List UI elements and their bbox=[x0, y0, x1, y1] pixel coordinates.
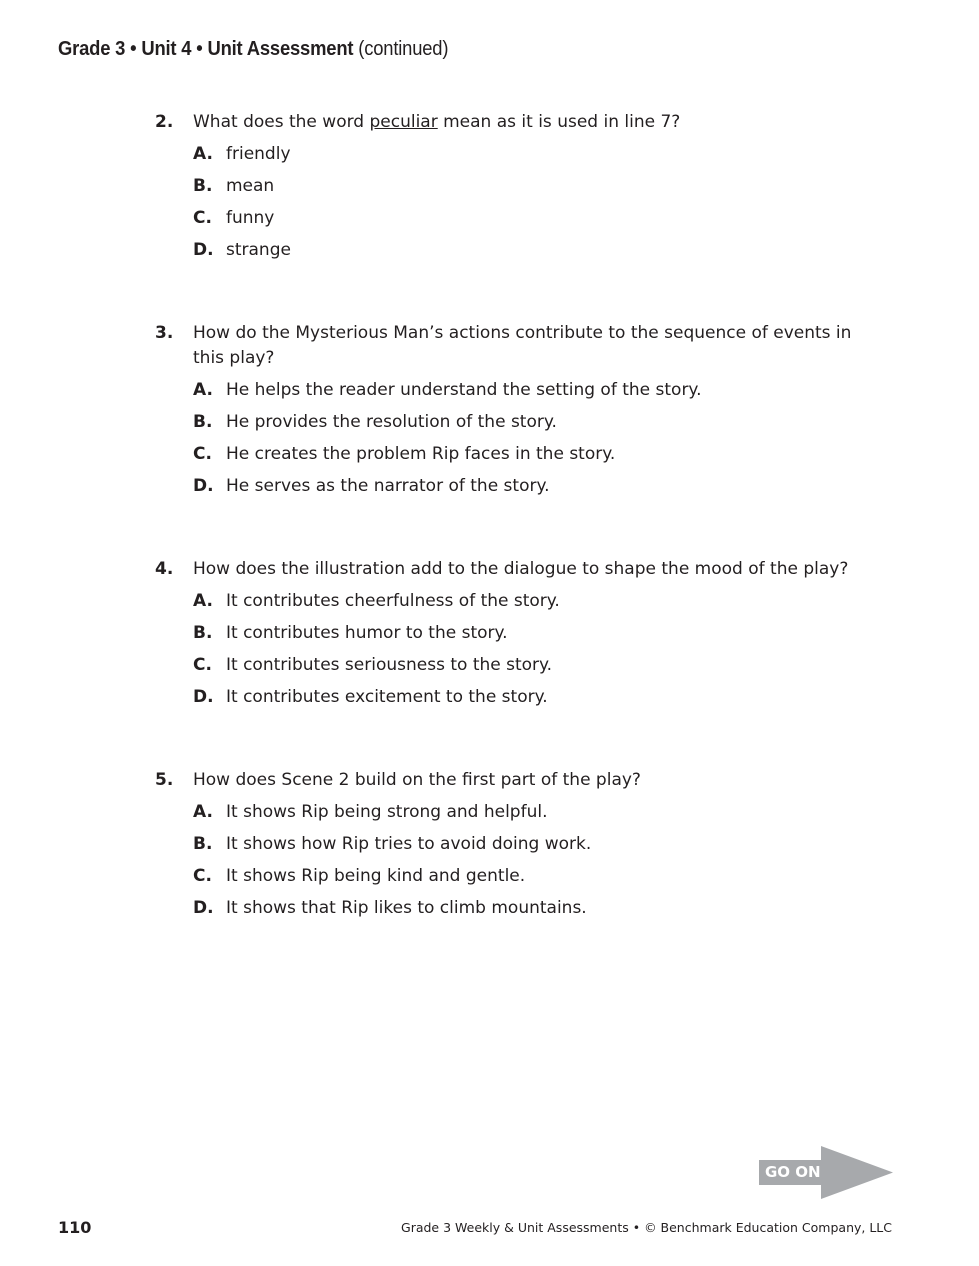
option-b[interactable]: B. mean bbox=[193, 176, 275, 196]
option-d[interactable]: D. It shows that Rip likes to climb mountains. bbox=[193, 898, 587, 918]
option-c[interactable]: C. funny bbox=[193, 208, 275, 228]
footer-credit: Grade 3 Weekly & Unit Assessments • © Benchmark Education Company, LLC bbox=[401, 1220, 892, 1235]
option-c[interactable]: C. It shows Rip being kind and gentle. bbox=[193, 866, 526, 886]
option-c[interactable]: C. It contributes seriousness to the story. bbox=[193, 655, 553, 675]
question-number: 3. bbox=[155, 323, 174, 343]
question-2 bbox=[155, 110, 885, 270]
vocab-word: peculiar bbox=[369, 112, 438, 132]
question-number: 4. bbox=[155, 559, 174, 579]
option-d[interactable]: D. He serves as the narrator of the story. bbox=[193, 476, 550, 496]
question-5 bbox=[155, 768, 885, 928]
option-a[interactable]: A. It contributes cheerfulness of the story. bbox=[193, 591, 560, 611]
question-text: What does the word peculiar mean as it is used in line 7? bbox=[193, 112, 681, 132]
option-b[interactable]: B. He provides the resolution of the story. bbox=[193, 412, 557, 432]
header-title: Grade 3 • Unit 4 • Unit Assessment bbox=[58, 38, 354, 60]
option-a[interactable]: A. He helps the reader understand the setting of the story. bbox=[193, 380, 702, 400]
question-text: How does Scene 2 build on the first part of the play? bbox=[193, 770, 641, 790]
option-a[interactable]: A. friendly bbox=[193, 144, 291, 164]
option-d[interactable]: D. It contributes excitement to the story. bbox=[193, 687, 548, 707]
question-4 bbox=[155, 557, 885, 717]
option-c[interactable]: C. He creates the problem Rip faces in the story. bbox=[193, 444, 616, 464]
question-number: 2. bbox=[155, 112, 174, 132]
go-on-label: GO ON bbox=[765, 1163, 821, 1181]
page-number: 110 bbox=[58, 1218, 92, 1237]
option-d[interactable]: D. strange bbox=[193, 240, 291, 260]
option-b[interactable]: B. It contributes humor to the story. bbox=[193, 623, 508, 643]
question-text: How does the illustration add to the dialogue to shape the mood of the play? bbox=[193, 559, 849, 579]
page-header bbox=[58, 38, 448, 61]
question-number: 5. bbox=[155, 770, 174, 790]
option-b[interactable]: B. It shows how Rip tries to avoid doing work. bbox=[193, 834, 592, 854]
question-text: How do the Mysterious Man’s actions contribute to the sequence of events in this play? bbox=[193, 323, 852, 368]
question-3 bbox=[155, 321, 885, 506]
option-a[interactable]: A. It shows Rip being strong and helpful. bbox=[193, 802, 548, 822]
header-suffix: (continued) bbox=[353, 38, 449, 60]
